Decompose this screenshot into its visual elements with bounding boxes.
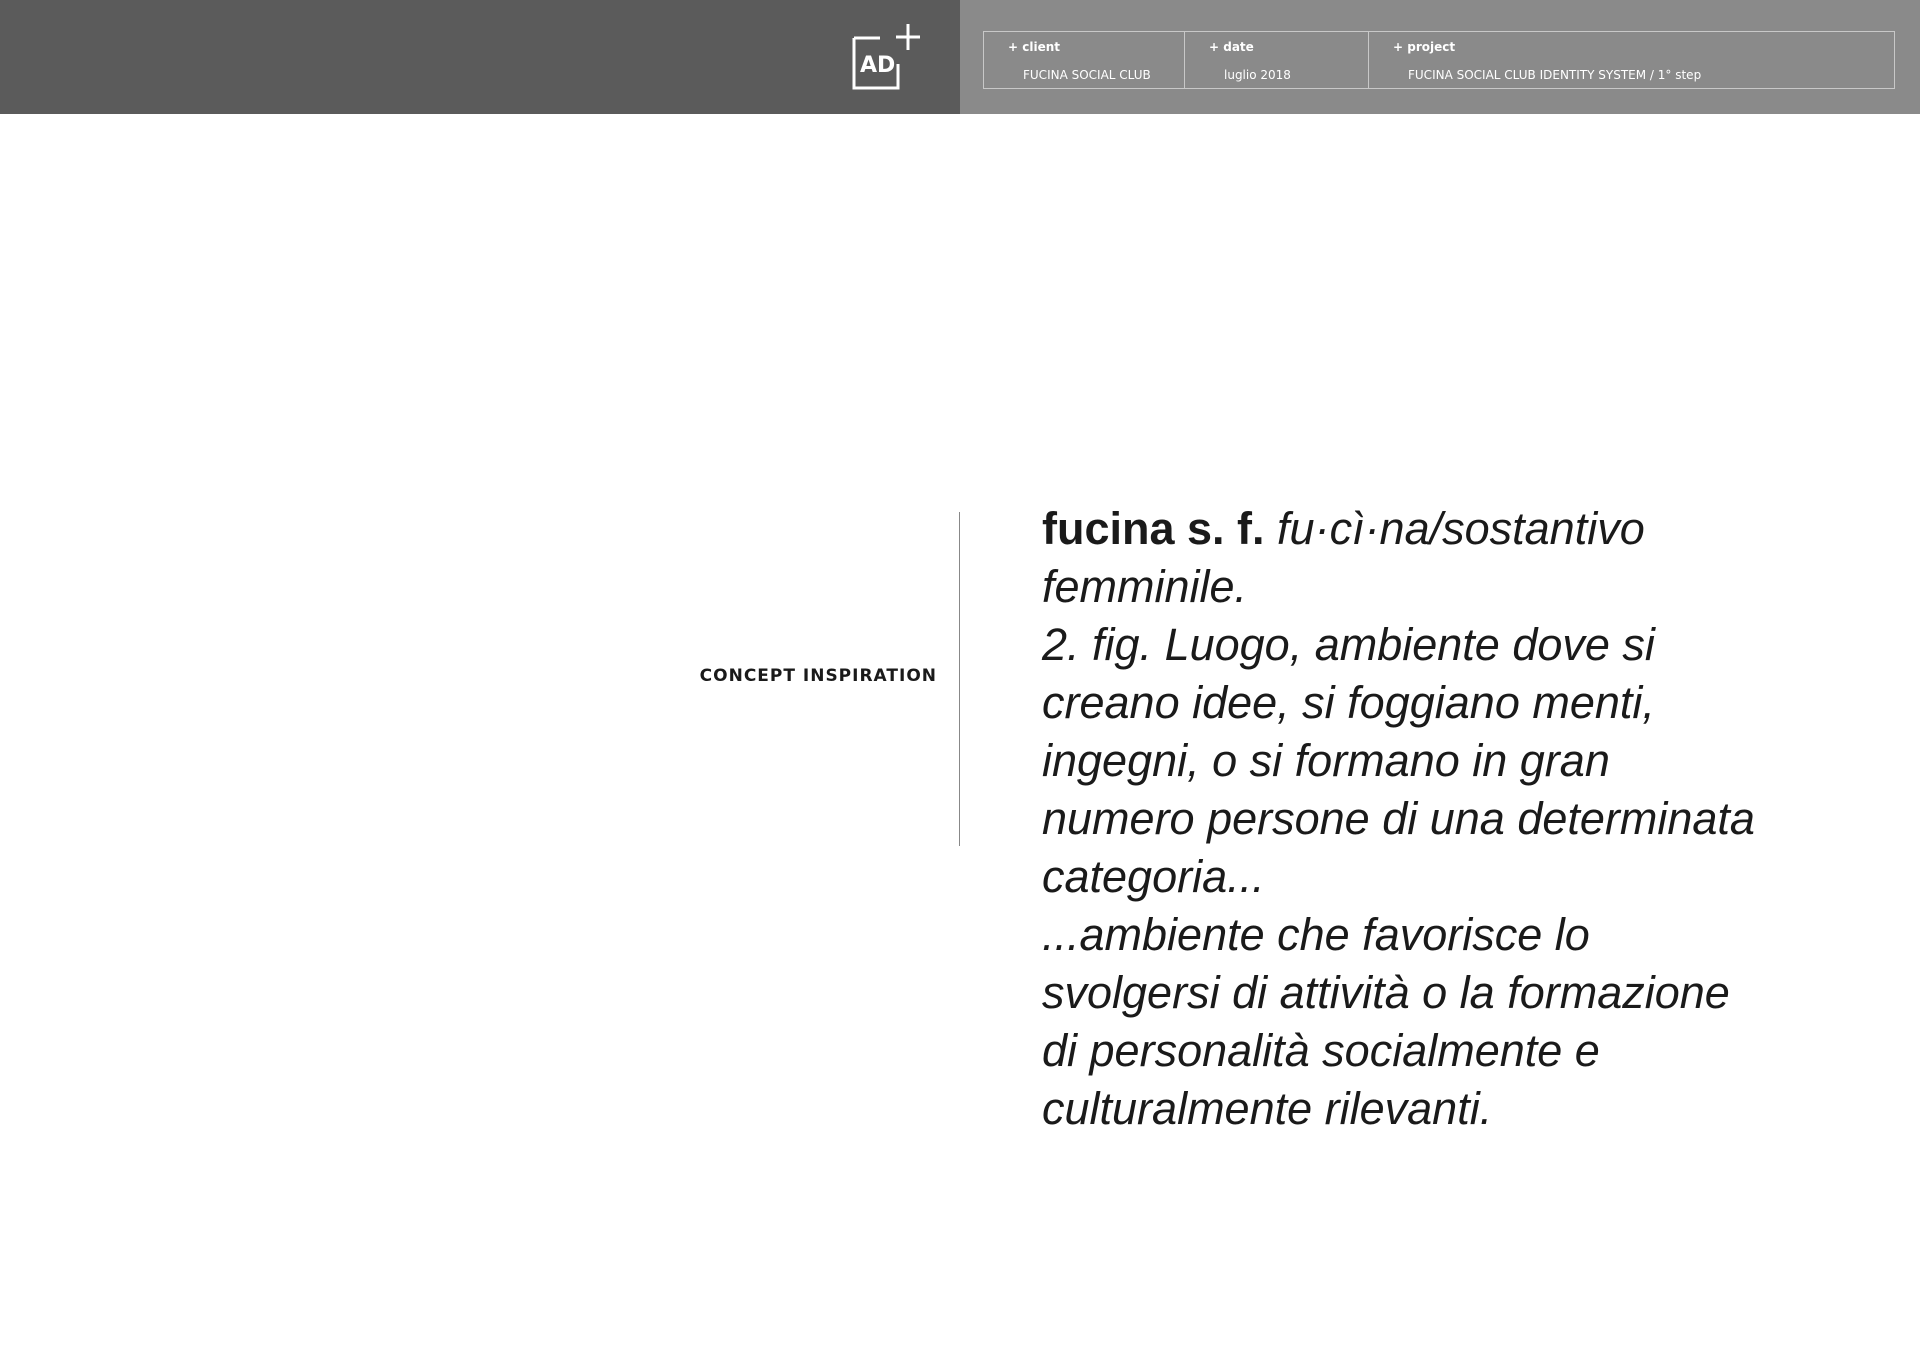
project-field bbox=[1369, 32, 1894, 88]
client-field bbox=[984, 32, 1185, 88]
client-value: FUCINA SOCIAL CLUB bbox=[1023, 68, 1151, 82]
definition-line: ingegni, o si formano in gran bbox=[1042, 735, 1610, 786]
header-left-panel bbox=[0, 0, 960, 114]
project-value: FUCINA SOCIAL CLUB IDENTITY SYSTEM / 1° step bbox=[1408, 68, 1702, 82]
definition-line: culturalmente rilevanti. bbox=[1042, 1083, 1493, 1134]
section-label: CONCEPT INSPIRATION bbox=[699, 666, 937, 686]
definition-line: femminile. bbox=[1042, 561, 1248, 612]
client-label: + client bbox=[1008, 40, 1060, 54]
definition-line: ...ambiente che favorisce lo bbox=[1042, 909, 1590, 960]
headword: fucina s. f. bbox=[1042, 503, 1265, 554]
divider bbox=[959, 512, 960, 846]
date-label: + date bbox=[1209, 40, 1254, 54]
date-value: luglio 2018 bbox=[1224, 68, 1291, 82]
date-field bbox=[1185, 32, 1369, 88]
definition-line: 2. fig. Luogo, ambiente dove si bbox=[1042, 619, 1655, 670]
definition-line bbox=[1042, 500, 1755, 558]
definition-line: di personalità socialmente e bbox=[1042, 1025, 1600, 1076]
pronunciation: fu·cì·na/sostantivo bbox=[1264, 503, 1645, 554]
svg-text:AD: AD bbox=[860, 53, 896, 78]
project-label: + project bbox=[1393, 40, 1456, 54]
definition-text bbox=[1042, 500, 1755, 1138]
definition-line: categoria... bbox=[1042, 851, 1265, 902]
project-info-box bbox=[983, 31, 1895, 89]
definition-line: creano idee, si foggiano menti, bbox=[1042, 677, 1655, 728]
definition-line: svolgersi di attività o la formazione bbox=[1042, 967, 1730, 1018]
ad-plus-logo bbox=[852, 24, 922, 90]
definition-line: numero persone di una determinata bbox=[1042, 793, 1755, 844]
